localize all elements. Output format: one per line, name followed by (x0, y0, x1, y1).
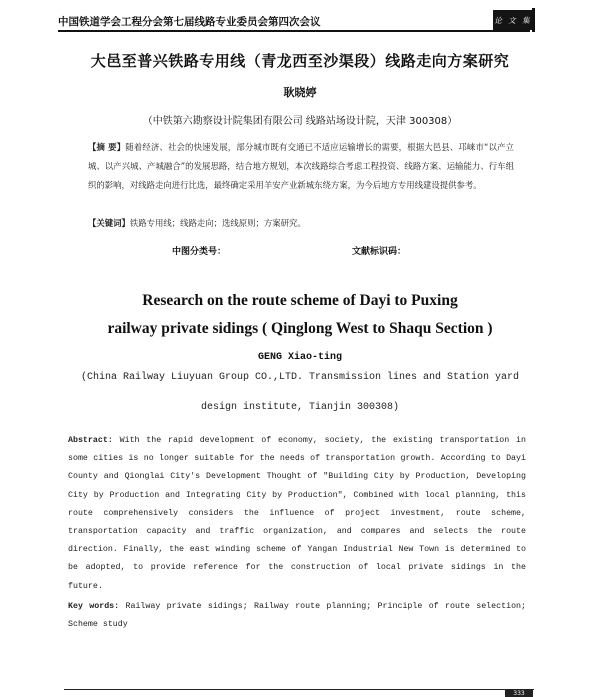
english-affiliation-line-1: (China Railway Liuyuan Group CO.,LTD. Transmission lines and Station yard (80, 372, 520, 383)
english-title-line-1: Research on the route scheme of Dayi to Puxing (142, 292, 458, 309)
document-code-label: 文献标识码： (352, 247, 407, 257)
chinese-keywords (88, 214, 514, 233)
footer-rule (64, 689, 534, 690)
chinese-abstract-text: 随着经济、社会的快速发展，部分城市既有交通已不适应运输增长的需要，根据大邑县、邛崃市“以产立城、以产兴城、产城融合”的发展思路，结合地方规划，本次线路综合考虑工程投资、线路方案、运输能力、行车组织的影响，对线路走向进行比选，最终确定采用羊安产业新城东绕方案，为今后地方专用线建设提供参考。 (88, 142, 514, 190)
chinese-affiliation: （中铁第六勘察设计院集团有限公司 线路站场设计院，天津 300308） (142, 116, 458, 127)
chinese-keywords-text: 铁路专用线；线路走向；选线原则；方案研究。 (129, 218, 306, 228)
english-abstract-label: Abstract: (68, 436, 113, 445)
english-keywords-text: Railway private sidings; Railway route planning; Principle of route selection; Scheme study (68, 602, 526, 630)
chinese-author: 耿晓婷 (283, 86, 317, 99)
proceedings-badge: 论 文 集 (493, 10, 533, 30)
header-rule (58, 30, 530, 32)
chinese-abstract-label: 【摘 要】 (88, 142, 126, 152)
running-header (58, 6, 533, 32)
english-keywords-label: Key words: (68, 602, 120, 611)
page-number: 333 (505, 690, 533, 697)
chinese-title: 大邑至普兴铁路专用线（青龙西至沙渠段）线路走向方案研究 (90, 52, 510, 70)
conference-header-text: 中国铁道学会工程分会第七届线路专业委员会第四次会议 (58, 16, 321, 28)
english-affiliation-line-2: design institute, Tianjin 300308) (200, 402, 400, 413)
english-abstract (68, 432, 526, 596)
english-title-line-2: railway private sidings ( Qinglong West to Shaqu Section ) (107, 320, 493, 337)
english-author: GENG Xiao-ting (257, 352, 342, 363)
classification-number-label: 中图分类号： (172, 247, 227, 257)
english-keywords (68, 598, 526, 634)
chinese-abstract (88, 138, 514, 195)
english-abstract-text: With the rapid development of economy, society, the existing transportation in some cities is no longer suitable for the needs of transportation growth. According to Dayi County and Qionglai City's Development Thought of "Building City by Production, Developing City by Production and Integrating City by Production", Combined with local planning, this route comprehensively considers the influence of project investment, route scheme, transportation capacity and traffic organization, and compares and selects the route direction. Finally, the east winding scheme of Yangan Industrial New Town is determined to be adopted, to provide reference for the construction of local private sidings in the future. (68, 436, 527, 591)
chinese-keywords-label: 【关键词】 (88, 218, 130, 228)
